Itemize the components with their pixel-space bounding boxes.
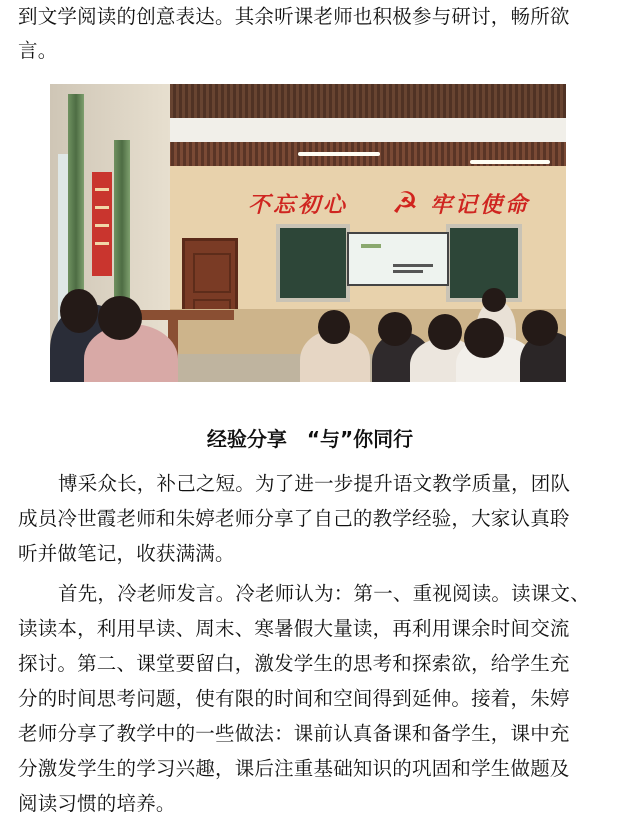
photo-blackboard-left bbox=[276, 224, 350, 302]
photo-audience-head bbox=[522, 310, 558, 346]
photo-curtain bbox=[114, 140, 130, 320]
photo-projection-screen bbox=[347, 232, 449, 286]
paragraph-2-line-7: 阅读习惯的培养。 bbox=[18, 792, 176, 815]
paragraph-2-line-5: 老师分享了教学中的一些做法：课前认真备课和备学生，课中充 bbox=[18, 722, 570, 745]
photo-audience-head bbox=[428, 314, 462, 350]
photo-speaker-head bbox=[482, 288, 506, 312]
photo-ceiling-light bbox=[298, 152, 380, 156]
paragraph-1-line-1: 博采众长，补己之短。为了进一步提升语文教学质量，团队 bbox=[58, 472, 571, 495]
photo-slogan-left: 不忘初心 bbox=[248, 192, 349, 218]
photo-audience-head bbox=[378, 312, 412, 346]
intro-line-1: 到文学阅读的创意表达。其余听课老师也积极参与研讨，畅所欲 bbox=[18, 5, 570, 28]
paragraph-2-line-2: 读读本，利用早读、周末、寒暑假大量读，再利用课余时间交流 bbox=[18, 617, 570, 640]
photo-blackboard-right bbox=[446, 224, 522, 302]
photo-slogan-right: 牢记使命 bbox=[430, 192, 531, 218]
paragraph-2-line-3: 探讨。第二、课堂要留白，激发学生的思考和探索欲，给学生充 bbox=[18, 652, 570, 675]
paragraph-2-line-1: 首先，冷老师发言。冷老师认为：第一、重视阅读。读课文、 bbox=[58, 582, 590, 605]
party-emblem-icon: ☭ bbox=[391, 186, 419, 221]
intro-line-2: 言。 bbox=[18, 39, 58, 62]
photo-audience-head bbox=[464, 318, 504, 358]
classroom-photo bbox=[50, 84, 566, 382]
paragraph-1-line-3: 听并做笔记，收获满满。 bbox=[18, 542, 235, 565]
paragraph-1-line-2: 成员冷世霞老师和朱婷老师分享了自己的教学经验，大家认真聆 bbox=[18, 507, 570, 530]
paragraph-2-line-4: 分的时间思考问题，使有限的时间和空间得到延伸。接着，朱婷 bbox=[18, 687, 570, 710]
photo-audience-head bbox=[60, 289, 98, 333]
photo-red-poster bbox=[92, 172, 112, 276]
section-heading: 经验分享 “与”你同行 bbox=[206, 427, 414, 451]
photo-ceiling-light bbox=[470, 160, 550, 164]
photo-audience-head bbox=[318, 310, 350, 344]
paragraph-2-line-6: 分激发学生的学习兴趣，课后注重基础知识的巩固和学生做题及 bbox=[18, 757, 570, 780]
photo-desk bbox=[134, 310, 234, 320]
photo-audience-head bbox=[98, 296, 142, 340]
